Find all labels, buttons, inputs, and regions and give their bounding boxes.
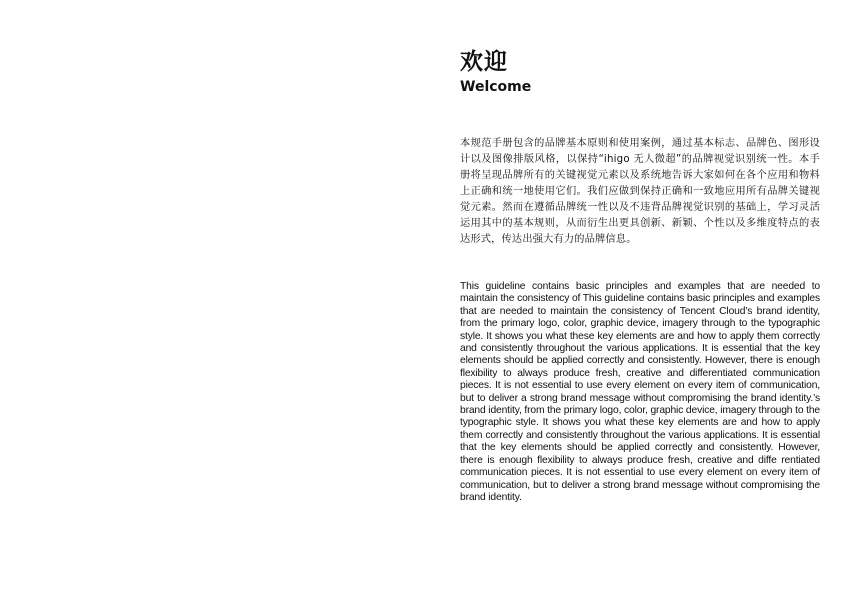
intro-paragraph-chinese: 本规范手册包含的品牌基本原则和使用案例，通过基本标志、品牌色、图形设计以及图像排版风格，以保持“ihigo 无人微超”的品牌视觉识别统一性。本手册将呈现品牌所有的关键视觉元素以及系统地告诉大家如何在各个应用和物料上正确和统一地使用它们。我们应做到保持正确和一致地应用所有品牌关键视觉元素。然而在遵循品牌统一性以及不违背品牌视觉识别的基础上，学习灵活运用其中的基本规则，从而衍生出更具创新、新颖、个性以及多维度特点的表达形式，传达出强大有力的品牌信息。 xyxy=(460,138,820,245)
page-title-english: Welcome xyxy=(460,79,532,95)
welcome-section xyxy=(460,48,820,503)
intro-paragraph-english: This guideline contains basic principles and examples that are needed to maintain the consistency of This guideline contains basic principles and examples that are needed to maintain the consistency of Tencent Cloud’s brand identity, from the primary logo, color, graphic device, imagery through to the typographic style. It shows you what these key elements are and how to apply them correctly and consistently throughout the various applications. It is essential that the key elements should be applied correctly and consistently. However, there is enough flexibility to always produce fresh, creative and differentiated communication pieces. It is not essential to use every element on every item of communication, but to deliver a strong brand message without compromising the brand identity.’s brand identity, from the primary logo, color, graphic device, imagery through to the typographic style. It shows you what these key elements are and how to apply them correctly and consistently throughout the various applications. It is essential that the key elements should be applied correctly and consistently. However, there is enough flexibility to always produce fresh, creative and diffe rentiated communication pieces. It is not essential to use every element on every item of communication, but to deliver a strong brand message without compromising the brand identity. xyxy=(460,281,820,503)
page-title-chinese: 欢迎 xyxy=(460,49,508,75)
